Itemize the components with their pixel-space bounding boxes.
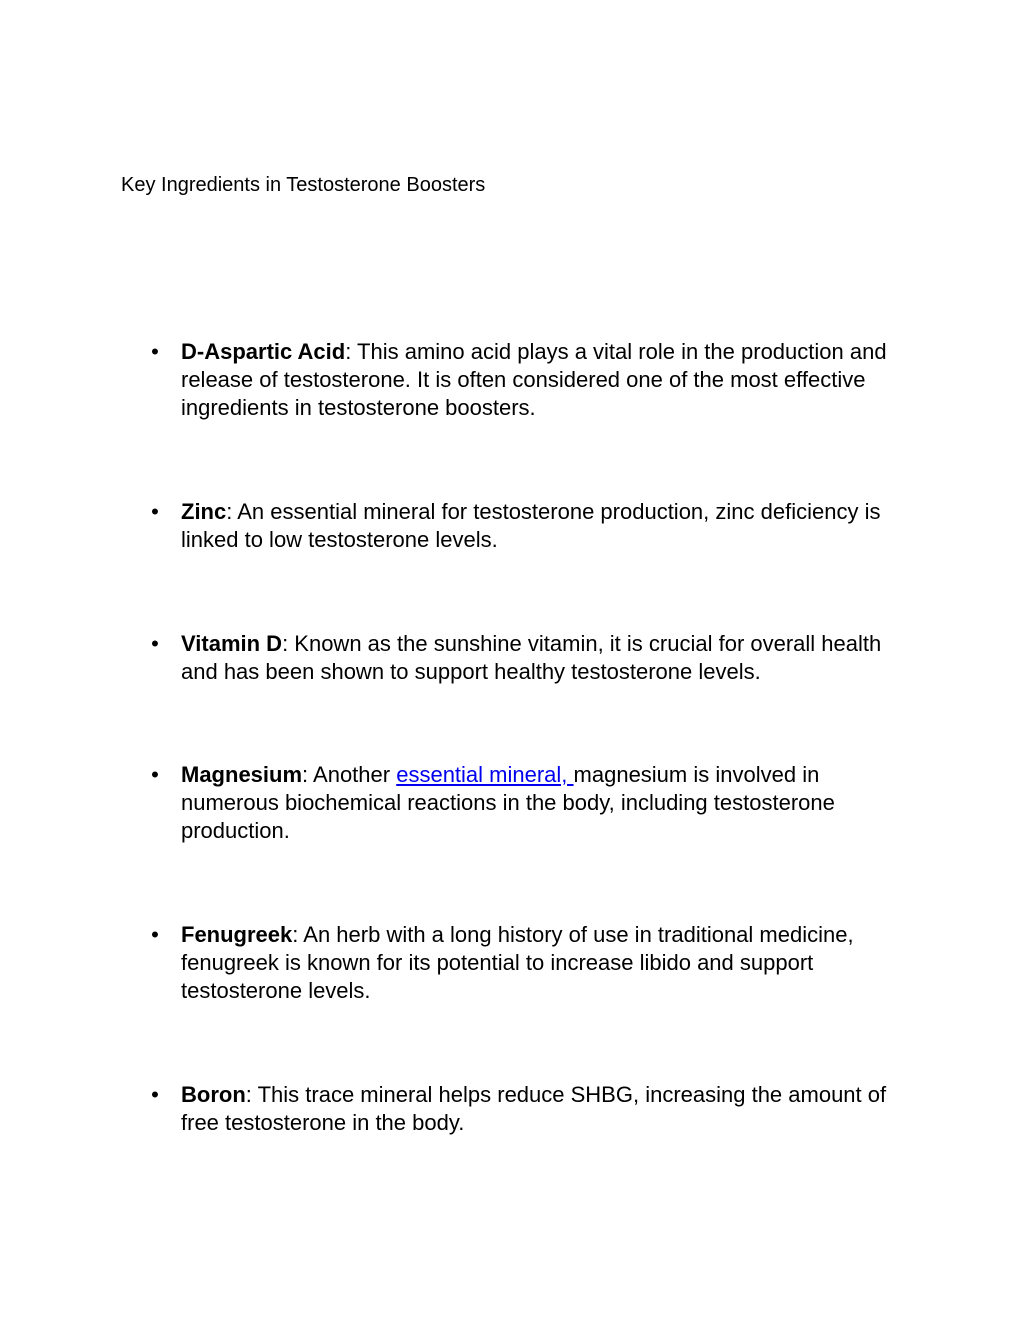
ingredient-description: : This amino acid plays a vital role in the production and release of testosterone. It is often considered one of the most effective ingredients in testosterone boosters. <box>181 339 887 420</box>
essential-mineral-link[interactable]: essential mineral, <box>396 762 574 787</box>
bullet-icon: • <box>151 631 159 656</box>
list-item-magnesium <box>151 761 911 845</box>
list-item-d-aspartic-acid <box>151 338 911 422</box>
bullet-icon: • <box>151 339 159 364</box>
bullet-icon: • <box>151 762 159 787</box>
ingredient-name: D-Aspartic Acid <box>181 339 346 364</box>
ingredient-description: : Known as the sunshine vitamin, it is crucial for overall health and has been shown to support healthy testosterone levels. <box>181 631 882 684</box>
list-item-fenugreek <box>151 921 911 1005</box>
page-title: Key Ingredients in Testosterone Boosters <box>121 174 486 196</box>
list-item-vitamin-d <box>151 630 911 686</box>
ingredient-name: Fenugreek <box>181 922 293 947</box>
ingredient-name: Boron <box>181 1082 246 1107</box>
ingredient-name: Vitamin D <box>181 631 283 656</box>
bullet-icon: • <box>151 922 159 947</box>
ingredient-description-end: magnesium is involved in numerous biochemical reactions in the body, including testosterone production. <box>181 762 835 843</box>
ingredient-description: : An essential mineral for testosterone production, zinc deficiency is linked to low testosterone levels. <box>181 499 881 552</box>
ingredient-description: : An herb with a long history of use in traditional medicine, fenugreek is known for its potential to increase libido and support testosterone levels. <box>181 922 854 1003</box>
ingredient-name: Zinc <box>181 499 227 524</box>
list-item-zinc <box>151 498 911 554</box>
ingredient-name: Magnesium <box>181 762 303 787</box>
list-item-boron <box>151 1081 911 1137</box>
ingredient-description-start: : Another <box>302 762 397 787</box>
bullet-icon: • <box>151 1082 159 1107</box>
bullet-icon: • <box>151 499 159 524</box>
ingredient-description: : This trace mineral helps reduce SHBG, increasing the amount of free testosterone in the body. <box>181 1082 887 1135</box>
